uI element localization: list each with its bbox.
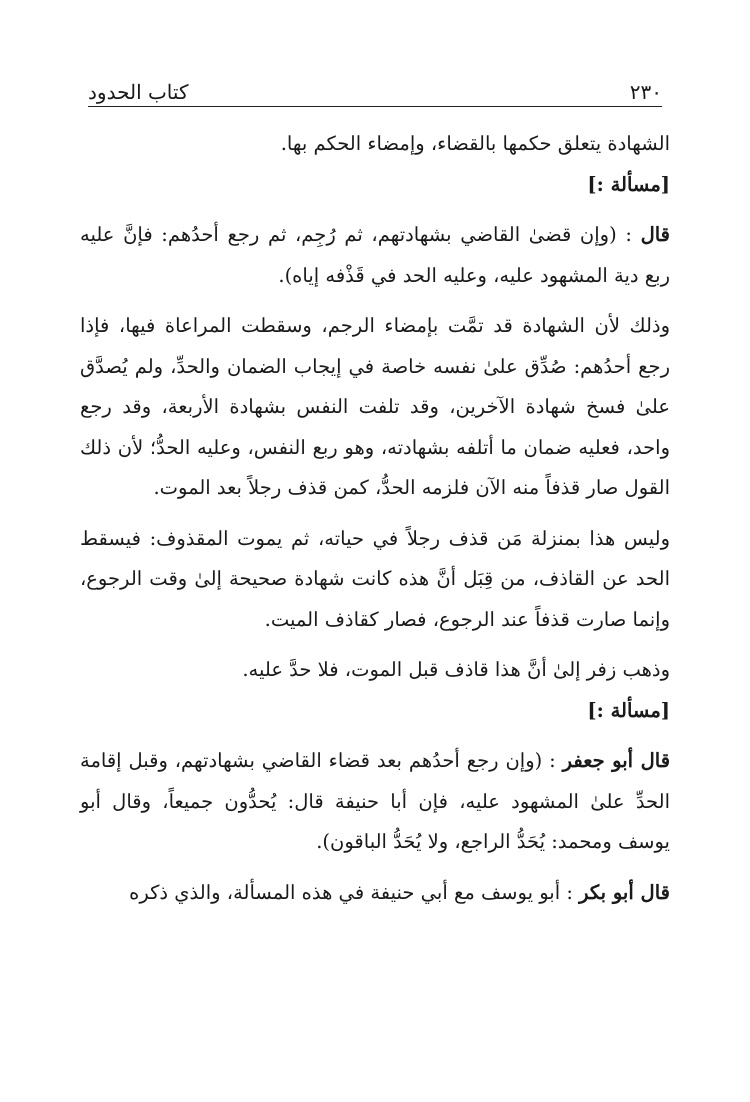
paragraph-7 <box>80 873 670 914</box>
paragraph-6-text: : (وإن رجع أحدُهم بعد قضاء القاضي بشهادتهم، وقبل إقامة الحدِّ علىٰ المشهود عليه، فإن أبا حنيفة قال: يُحدُّون جميعاً، وقال أبو يوسف ومحمد: يُحَدُّ الراجع، ولا يُحَدُّ الباقون). <box>80 749 670 853</box>
masala-heading-1: [مسألة :] <box>587 172 670 196</box>
paragraph-4: وليس هذا بمنزلة مَن قذف رجلاً في حياته، ثم يموت المقذوف: فيسقط الحد عن القاذف، من قِبَل أنَّ هذه كانت شهادة صحيحة إلىٰ وقت الرجوع، وإنما صارت قذفاً عند الرجوع، فصار كقاذف الميت. <box>80 526 670 631</box>
page-header <box>88 70 662 104</box>
spacer <box>80 863 670 873</box>
paragraph-5: وذهب زفر إلىٰ أنَّ هذا قاذف قبل الموت، فلا حدَّ عليه. <box>242 658 670 681</box>
spacer <box>80 509 670 519</box>
page-body <box>80 124 670 913</box>
paragraph-2-text: : (وإن قضىٰ القاضي بشهادتهم، ثم رُجِم، ثم رجع أحدُهم: فإنَّ عليه ربع دية المشهود عليه، وعليه الحد في قَذْفه إياه). <box>80 223 670 287</box>
speaker-label: قال أبو جعفر <box>562 749 671 772</box>
spacer <box>80 296 670 306</box>
speaker-label: قال أبو بكر <box>579 880 670 904</box>
paragraph-6 <box>80 741 670 863</box>
spacer <box>80 640 670 650</box>
speaker-label: قال <box>640 223 670 246</box>
masala-heading-2: [مسألة :] <box>587 698 670 722</box>
header-rule <box>88 106 662 107</box>
spacer <box>80 205 670 215</box>
paragraph-2 <box>80 215 670 296</box>
paragraph-7-text: : أبو يوسف مع أبي حنيفة في هذه المسألة، والذي ذكره <box>129 880 573 904</box>
paragraph-1: الشهادة يتعلق حكمها بالقضاء، وإمضاء الحكم بها. <box>280 132 670 155</box>
spacer <box>80 731 670 741</box>
paragraph-3: وذلك لأن الشهادة قد تمَّت بإمضاء الرجم، وسقطت المراعاة فيها، فإذا رجع أحدُهم: صُدِّق علىٰ نفسه خاصة في إيجاب الضمان والحدِّ، ولم يُصدَّق علىٰ فسخ شهادة الآخرين، وقد تلفت النفس بشهادة الأربعة، وقد رجع واحد، فعليه ضمان ما أتلفه بشهادته، وهو ربع النفس، وعليه الحدُّ؛ لأن ذلك القول صار قذفاً منه الآن فلزمه الحدُّ، كمن قذف رجلاً بعد الموت. <box>80 314 670 499</box>
page-number: ٢٣٠ <box>629 80 662 104</box>
book-title: كتاب الحدود <box>88 80 189 104</box>
